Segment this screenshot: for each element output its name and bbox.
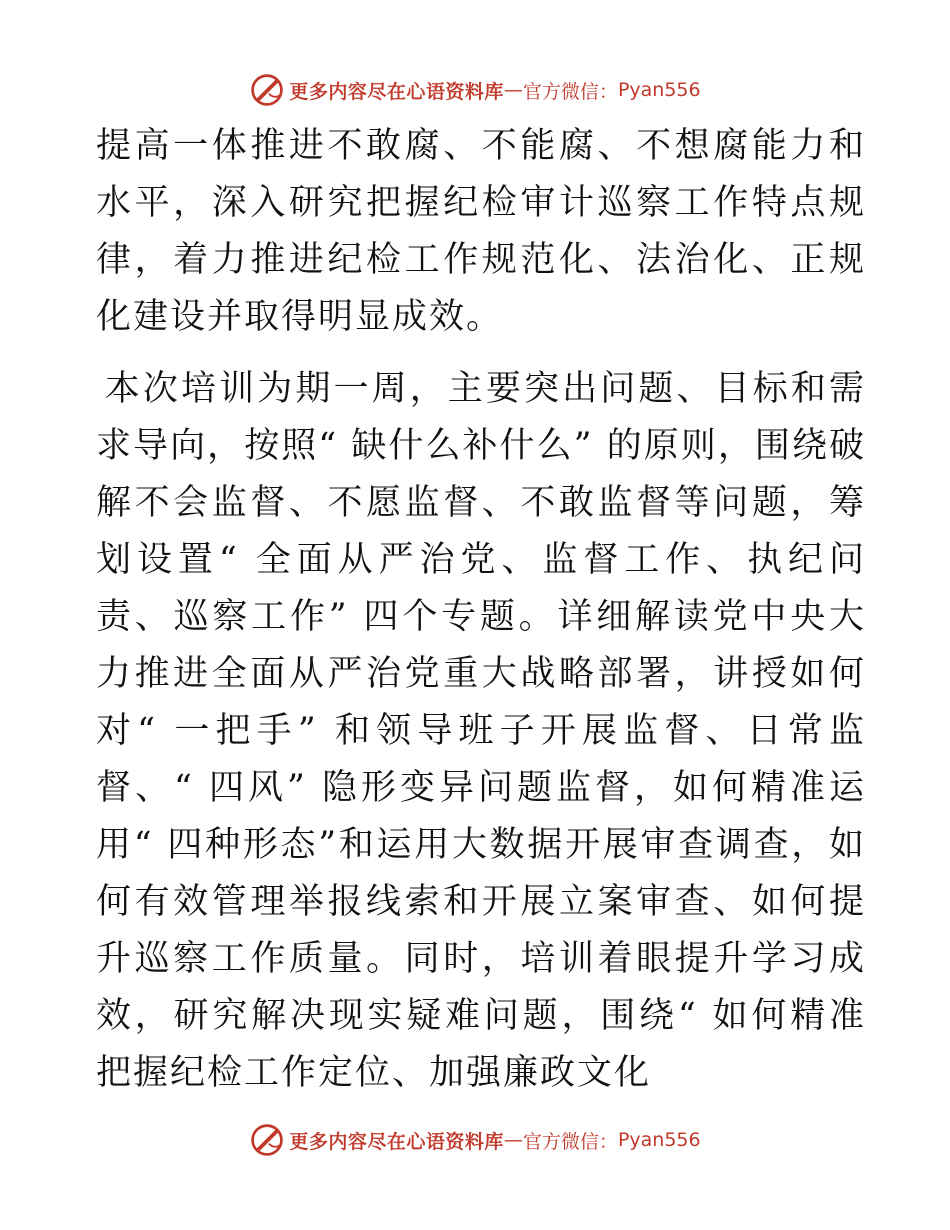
header-wechat-id: Pyan556	[617, 79, 701, 101]
header-brand-text: 更多内容尽在心语资料库	[289, 80, 504, 103]
brand-logo-icon	[249, 72, 285, 108]
brand-logo-icon	[249, 1122, 285, 1158]
header-wechat-label: 官方微信：	[522, 80, 618, 103]
footer-separator: —	[503, 1129, 523, 1151]
paragraph-2: 本次培训为期一周，主要突出问题、目标和需求导向，按照“ 缺什么补什么” 的原则，围绕破解不会监督、不愿监督、不敢监督等问题，筹划设置“ 全面从严治党、监督工作、执纪问责、巡察工作” 四个专题。详细解读党中央大力推进全面从严治党重大战略部署，讲授如何对“ 一把手” 和领导班子开展监督、日常监督、“ 四风” 隐形变异问题监督，如何精准运用“ 四种形态”和运用大数据开展审查调查，如何有效管理举报线索和开展立案审查、如何提升巡察工作质量。同时，培训着眼提升学习成效，研究解决现实疑难问题，围绕“ 如何精准把握纪检工作定位、加强廉政文化	[96, 369, 866, 1093]
footer-wechat-id: Pyan556	[617, 1129, 701, 1151]
header-separator: —	[503, 79, 523, 101]
footer-watermark	[0, 1120, 950, 1160]
paragraph-1: 提高一体推进不敢腐、不能腐、不想腐能力和水平，深入研究把握纪检审计巡察工作特点规律，着力推进纪检工作规范化、法治化、正规化建设并取得明显成效。	[96, 126, 866, 337]
footer-brand-text: 更多内容尽在心语资料库	[289, 1130, 504, 1153]
footer-wechat-label: 官方微信：	[522, 1130, 618, 1153]
document-body	[96, 118, 866, 1102]
header-watermark	[0, 70, 950, 110]
